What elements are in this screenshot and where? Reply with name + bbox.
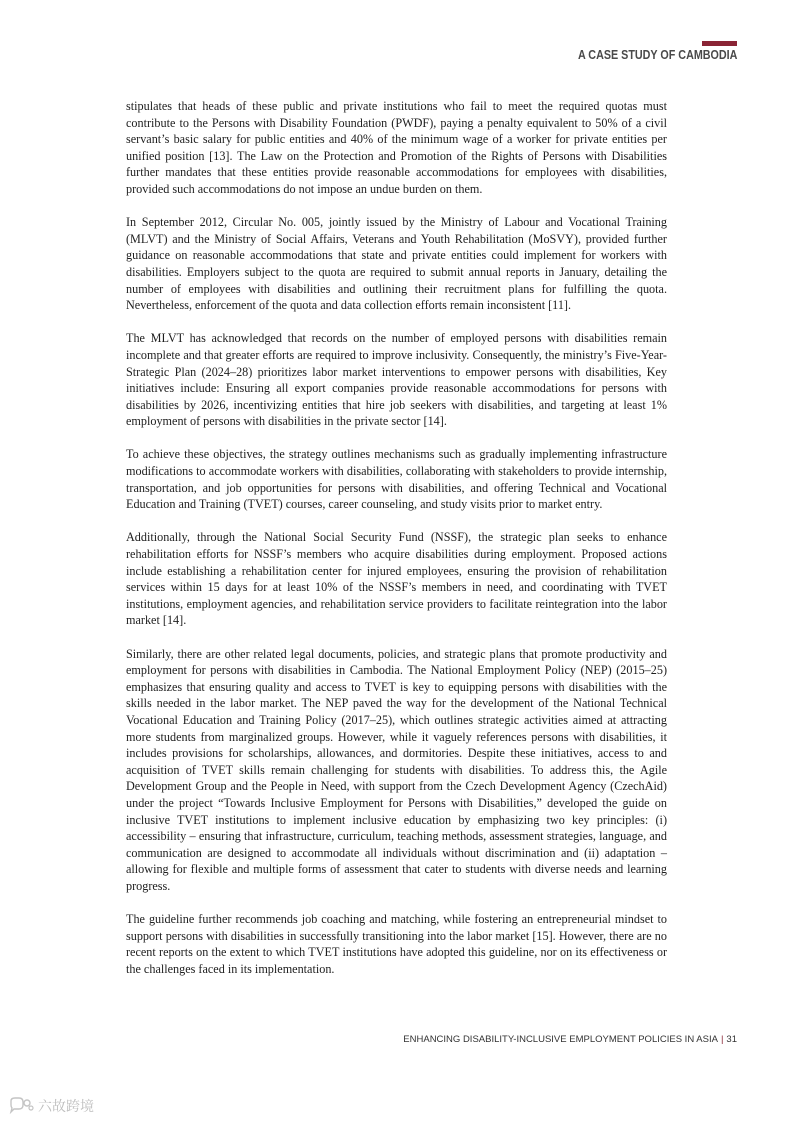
chat-logo-icon	[8, 1097, 34, 1115]
header-accent-bar	[702, 41, 737, 46]
watermark	[8, 1096, 94, 1116]
paragraph-4: To achieve these objectives, the strategy outlines mechanisms such as gradually implementing infrastructure modifications to accommodate workers with disabilities, collaborating with stakeholders to provide internship, transportation, and job opportunities for persons with disabilities, and offering Technical and Vocational Education and Training (TVET) courses, career counseling, and study visits prior to market entry.	[126, 447, 667, 512]
paragraph-2: In September 2012, Circular No. 005, jointly issued by the Ministry of Labour and Vocational Training (MLVT) and the Ministry of Social Affairs, Veterans and Youth Rehabilitation (MoSVY), provided further guidance on reasonable accommodations that state and private entities could implement for workers with disabilities. Employers subject to the quota are required to submit annual reports in January, detailing the number of employees with disabilities and outlining their recruitment plans for fulfilling the quota. Nevertheless, enforcement of the quota and data collection efforts remain inconsistent [11].	[126, 215, 667, 313]
running-header-title: A CASE STUDY OF CAMBODIA	[577, 48, 737, 62]
paragraph-5: Additionally, through the National Social Security Fund (NSSF), the strategic plan seeks to enhance rehabilitation efforts for NSSF’s members who acquire disabilities during employment. Proposed actions include establishing a rehabilitation center for injured employees, ensuring the provision of rehabilitation services within 15 days for at least 10% of the NSSF’s members in need, and coordinating with TVET institutions, employment agencies, and rehabilitation service providers to facilitate reintegration into the labor market [14].	[126, 530, 667, 628]
footer-publication-title: ENHANCING DISABILITY-INCLUSIVE EMPLOYMENT POLICIES IN ASIA	[403, 1034, 718, 1045]
paragraph-3: The MLVT has acknowledged that records on the number of employed persons with disabilities remain incomplete and that greater efforts are required to improve inclusivity. Consequently, the ministry’s Five-Year-Strategic Plan (2024–28) prioritizes labor market interventions to empower persons with disabilities, Key initiatives include: Ensuring all export companies provide reasonable accommodations for persons with disabilities by 2026, incentivizing entities that hire job seekers with disabilities, and targeting at least 1% employment of persons with disabilities in the private sector [14].	[126, 331, 667, 429]
footer-separator: |	[720, 1034, 724, 1045]
page-footer	[403, 1034, 737, 1045]
page-number: 31	[726, 1034, 737, 1045]
paragraph-1: stipulates that heads of these public and private institutions who fail to meet the required quotas must contribute to the Persons with Disability Foundation (PWDF), paying a penalty equivalent to 50% of a civil servant’s basic salary for public entities and 40% of the minimum wage of a worker for private entities per unified position [13]. The Law on the Protection and Promotion of the Rights of Persons with Disabilities further mandates that these entities provide reasonable accommodations for employees with disabilities, provided such accommodations do not impose an undue burden on them.	[126, 99, 667, 196]
watermark-text: 六故跨境	[38, 1099, 94, 1115]
body-text	[126, 98, 667, 994]
paragraph-6: Similarly, there are other related legal documents, policies, and strategic plans that promote productivity and employment for persons with disabilities in Cambodia. The National Employment Policy (NEP) (2015–25) emphasizes that ensuring quality and access to TVET is key to equipping persons with disabilities with the skills needed in the labor market. The NEP paved the way for the development of the National Technical Vocational Education and Training Policy (2017–25), which outlines strategic activities aimed at attracting more students from marginalized groups. However, while it vaguely references persons with disabilities, it includes provisions for scholarships, allowances, and dormitories. Despite these initiatives, access to and acquisition of TVET skills remain challenging for students with disabilities. To address this, the Agile Development Group and the People in Need, with support from the Czech Development Agency (CzechAid) under the project “Towards Inclusive Employment for Persons with Disabilities,” developed the guide on inclusive TVET institutions to implement inclusive education by emphasizing two key principles: (i) accessibility – ensuring that infrastructure, curriculum, teaching methods, assessment strategies, language, and communication are designed to accommodate all individuals without discrimination and (ii) adaptation – allowing for flexible and multiple forms of assessment that cater to students with diverse needs and learning progress.	[126, 646, 667, 893]
paragraph-7: The guideline further recommends job coaching and matching, while fostering an entrepreneurial mindset to support persons with disabilities in successfully transitioning into the labor market [15]. However, there are no recent reports on the extent to which TVET institutions have adopted this guideline, nor on its effectiveness or the challenges faced in its implementation.	[126, 912, 667, 976]
